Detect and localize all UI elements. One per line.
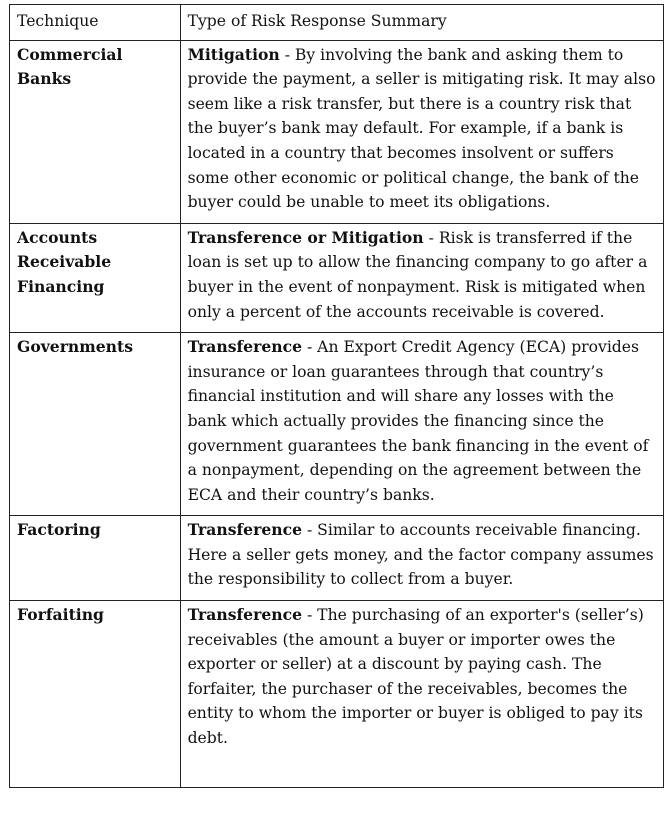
summary-cell	[180, 40, 663, 223]
response-text: - An Export Credit Agency (ECA) provides insurance or loan guarantees through that country’s financial institution and will share any losses with the bank which actually provides the financing since the government guarantees the bank financing in the event of a nonpayment, depending on the agreement between the ECA and their country’s banks.	[187, 338, 649, 504]
response-type: Transference	[187, 337, 302, 357]
technique-cell: Commercial Banks	[10, 40, 181, 223]
response-text: - Similar to accounts receivable financing. Here a seller gets money, and the factor company assumes the responsibility to collect from a buyer.	[187, 521, 654, 589]
summary-cell	[180, 223, 663, 332]
response-text: - The purchasing of an exporter's (seller’s) receivables (the amount a buyer or importer owes the exporter or seller) at a discount by paying cash. The forfaiter, the purchaser of the receivables, becomes the entity to whom the importer or buyer is obliged to pay its debt.	[187, 606, 644, 748]
response-type: Transference	[187, 605, 302, 625]
header-technique: Technique	[10, 5, 181, 41]
table-row	[10, 333, 664, 516]
summary-cell	[180, 601, 663, 788]
table-row	[10, 601, 664, 788]
risk-response-table	[9, 4, 664, 788]
technique-cell: Governments	[10, 333, 181, 516]
header-summary: Type of Risk Response Summary	[180, 5, 663, 41]
technique-cell: Factoring	[10, 516, 181, 601]
response-type: Transference or Mitigation	[187, 227, 424, 247]
response-text: - Risk is transferred if the loan is set up to allow the financing company to go after a buyer in the event of nonpayment. Risk is mitigated when only a percent of the accounts receivable is covered.	[187, 228, 648, 321]
table-row	[10, 223, 664, 332]
table-row	[10, 40, 664, 223]
summary-cell	[180, 516, 663, 601]
table-row	[10, 516, 664, 601]
technique-cell: Accounts Receivable Financing	[10, 223, 181, 332]
response-text: - By involving the bank and asking them to provide the payment, a seller is mitigating risk. It may also seem like a risk transfer, but there is a country risk that the buyer’s bank may default. For example, if a bank is located in a country that becomes insolvent or suffers some other economic or political change, the bank of the buyer could be unable to meet its obligations.	[187, 45, 656, 212]
response-type: Transference	[187, 520, 302, 540]
table-header-row	[10, 5, 664, 41]
technique-cell: Forfaiting	[10, 601, 181, 788]
response-type: Mitigation	[187, 44, 280, 64]
summary-cell	[180, 333, 663, 516]
